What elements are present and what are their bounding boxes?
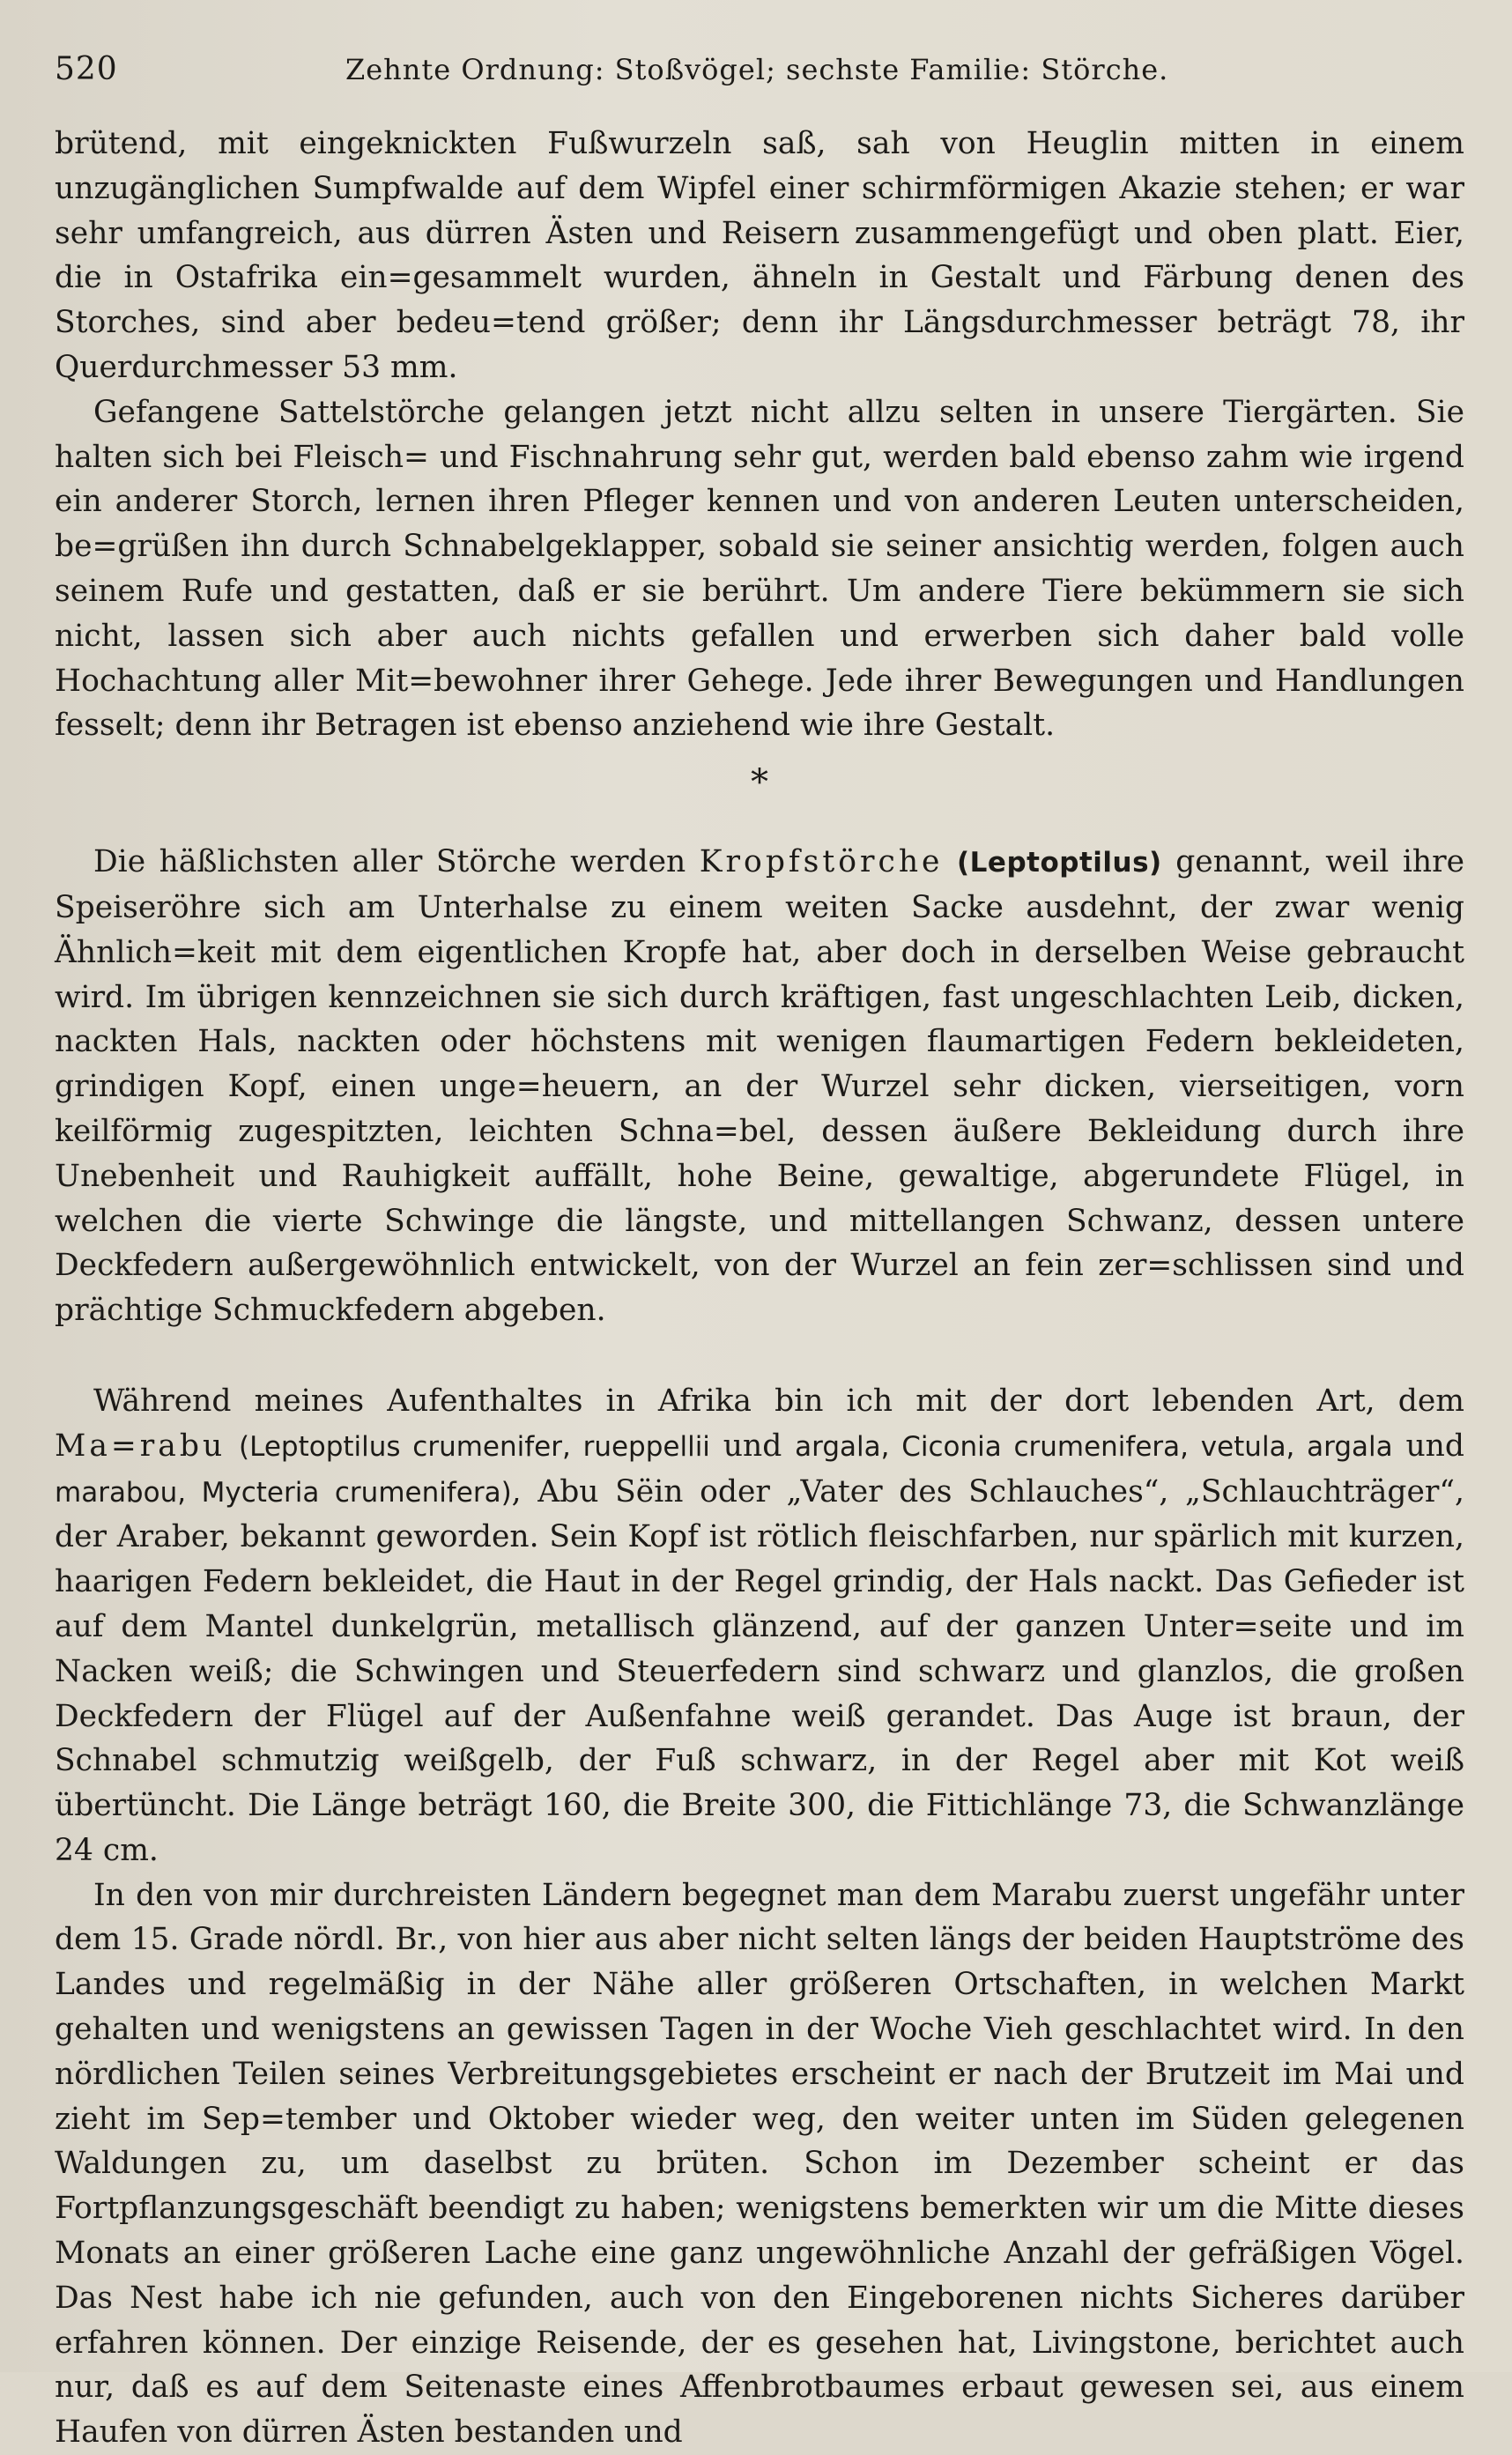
text-run: Während meines Aufenthaltes in Afrika bin ich mit der dort lebenden Art, dem xyxy=(93,1383,1464,1419)
species-name-latin: argala, Ciconia crumenifera, vetula, argala xyxy=(795,1430,1393,1463)
species-name-german: Ma=rabu xyxy=(55,1428,226,1464)
paragraph-gap xyxy=(55,1333,1464,1379)
page-number: 520 xyxy=(55,51,118,87)
paragraph-captive-saddle-storks: Gefangene Sattelstörche gelangen jetzt nicht allzu selten in unsere Tiergärten. Sie halten sich bei Fleisch= und Fischnahrung sehr gut, werden bald ebenso zahm wie irgend ein anderer Storch, lernen ihren Pfleger kennen und von anderen Leuten unterscheiden, be=grüßen ihn durch Schnabelgeklapper, sobald sie seiner ansichtig werden, folgen auch seinem Rufe und gestatten, daß er sie berührt. Um andere Tiere bekümmern sie sich nicht, lassen sich aber auch nichts gefallen und erwerben sich daher bald volle Hochachtung aller Mit=bewohner ihrer Gehege. Jede ihrer Bewegungen und Handlungen fesselt; denn ihr Betragen ist ebenso anziehend wie ihre Gestalt. xyxy=(55,394,1464,744)
page-header xyxy=(55,46,1464,99)
paragraph-continued: brütend, mit eingeknickten Fußwurzeln saß, sah von Heuglin mitten in einem unzugänglichen Sumpfwalde auf dem Wipfel einer schirmförmigen Akazie stehen; er war sehr umfangreich, aus dürren Ästen und Reisern zusammengefügt und oben platt. Eier, die in Ostafrika ein=gesammelt wurden, ähneln in Gestalt und Färbung denen des Storches, sind aber bedeu=tend größer; denn ihr Längsdurchmesser beträgt 78, ihr Querdurchmesser 53 mm. xyxy=(55,126,1464,385)
genus-name-german: Kropfstörche xyxy=(699,844,944,880)
paragraph-marabu-description xyxy=(55,1379,1464,1873)
species-name-latin: (Leptoptilus crumenifer, rueppellii xyxy=(239,1430,710,1463)
text-run: und xyxy=(709,1428,796,1464)
running-head: Zehnte Ordnung: Stoßvögel; sechste Familie: Störche. xyxy=(345,53,1169,86)
section-asterism: * xyxy=(751,762,768,804)
paragraph-kropfstoerche xyxy=(55,840,1464,1333)
page-body xyxy=(55,122,1464,2455)
species-name-latin: marabou, Mycteria crumenifera) xyxy=(55,1476,512,1509)
text-run: und xyxy=(1392,1428,1464,1464)
text-run: genannt, weil ihre Speiseröhre sich am Unterhalse zu einem weiten Sacke ausdehnt, der zwar wenig Ähnlich=keit mit dem eigentlichen Kropfe hat, aber doch in derselben Weise gebraucht wird. Im übrigen kennzeichnen sie sich durch kräftigen, fast ungeschlachten Leib, dicken, nackten Hals, nackten oder höchstens mit wenigen flaumartigen Federn bekleideten, grindigen Kopf, einen unge=heuern, an der Wurzel sehr dicken, vierseitigen, vorn keilförmig zugespitzten, leichten Schna=bel, dessen äußere Bekleidung durch ihre Unebenheit und Rauhigkeit auffällt, hohe Beine, gewaltige, abgerundete Flügel, in welchen die vierte Schwinge die längste, und mittellangen Schwanz, dessen untere Deckfedern außergewöhnlich entwickelt, von der Wurzel an fein zer=schlissen sind und prächtige Schmuckfedern abgeben. xyxy=(55,844,1464,1329)
genus-name-latin: (Leptoptilus) xyxy=(957,847,1162,879)
text-run: , Abu Sëin oder „Vater des Schlauches“, „Schlauchträger“, der Araber, bekannt geworden. Sein Kopf ist rötlich fleischfarben, nur spärlich mit kurzen, haarigen Federn bekleidet, die Haut in der Regel grindig, der Hals nackt. Das Gefieder ist auf dem Mantel dunkelgrün, metallisch glänzend, auf der ganzen Unter=seite und im Nacken weiß; die Schwingen und Steuerfedern sind schwarz und glanzlos, die großen Deckfedern der Flügel auf der Außenfahne weiß gerandet. Das Auge ist braun, der Schnabel schmutzig weißgelb, der Fuß schwarz, in der Regel aber mit Kot weiß übertüncht. Die Länge beträgt 160, die Breite 300, die Fittichlänge 73, die Schwanzlänge 24 cm. xyxy=(55,1473,1464,1868)
paragraph-marabu-range: In den von mir durchreisten Ländern begegnet man dem Marabu zuerst ungefähr unter dem 15. Grade nördl. Br., von hier aus aber nicht selten längs der beiden Hauptströme des Landes und regelmäßig in der Nähe aller größeren Ortschaften, in welchen Markt gehalten und wenigstens an gewissen Tagen in der Woche Vieh geschlachtet wird. In den nördlichen Teilen seines Verbreitungsgebietes erscheint er nach der Brutzeit im Mai und zieht im Sep=tember und Oktober wieder weg, den weiter unten im Süden gelegenen Waldungen zu, um daselbst zu brüten. Schon im Dezember scheint er das Fortpflanzungsgeschäft beendigt zu haben; wenigstens bemerkten wir um die Mitte dieses Monats an einer größeren Lache eine ganz ungewöhnliche Anzahl der gefräßigen Vögel. Das Nest habe ich nie gefunden, auch von den Eingeborenen nichts Sicheres darüber erfahren können. Der einzige Reisende, der es gesehen hat, Livingstone, berichtet auch nur, daß es auf dem Seitenaste eines Affenbrotbaumes erbaut gewesen sei, aus einem Haufen von dürren Ästen bestanden und xyxy=(55,1877,1464,2451)
text-run: Die häßlichsten aller Störche werden xyxy=(93,844,700,880)
